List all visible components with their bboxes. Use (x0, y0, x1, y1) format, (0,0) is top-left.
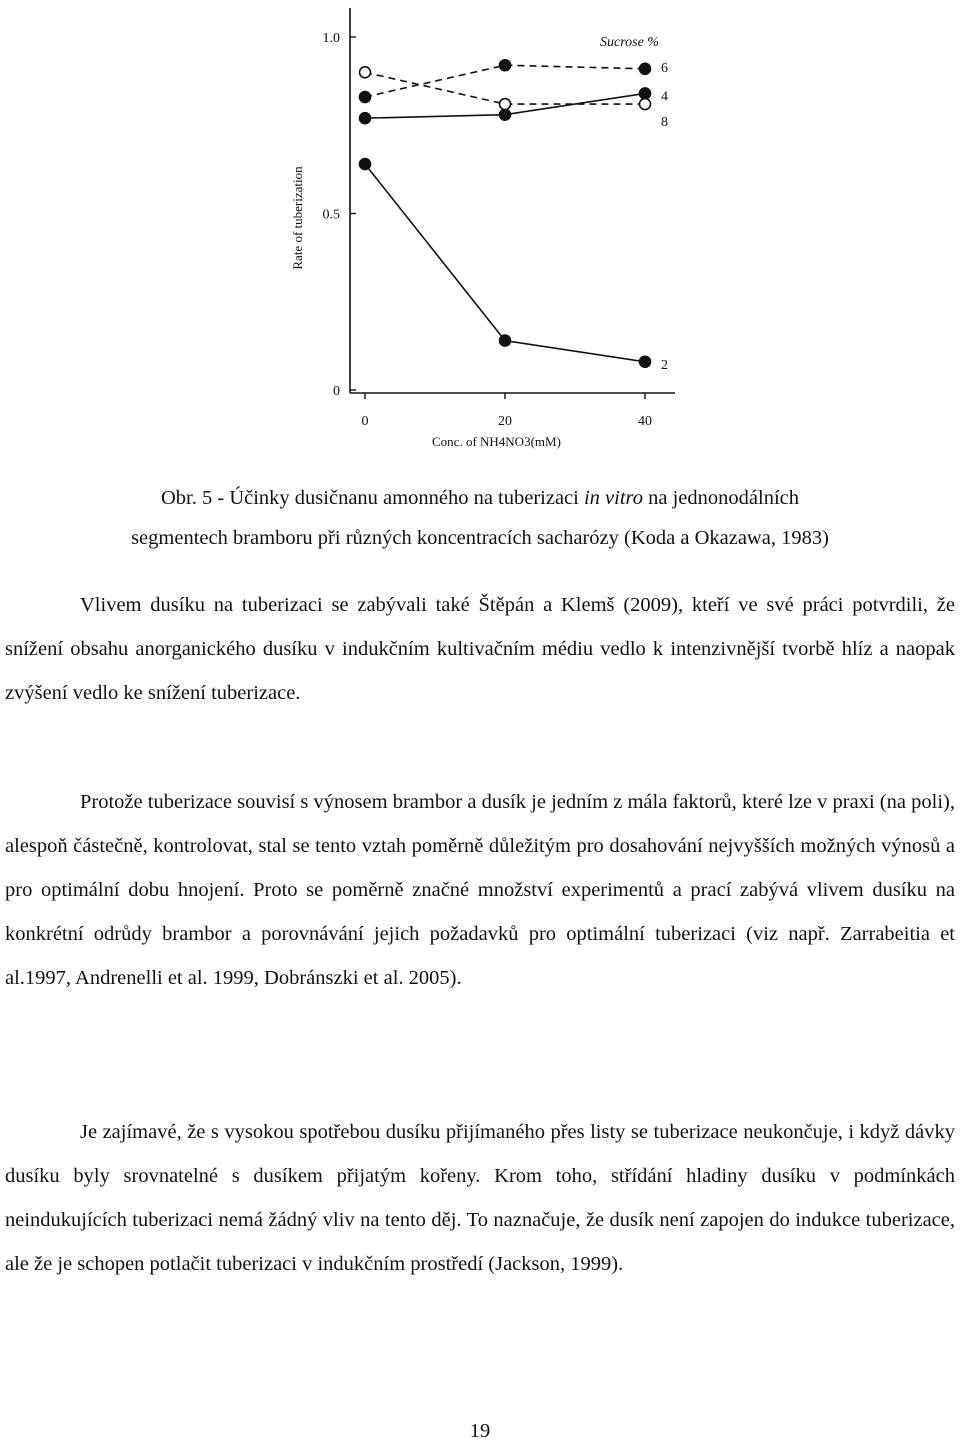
data-point-sucrose-4 (500, 109, 511, 120)
x-axis-label: Conc. of NH4NO3(mM) (432, 434, 561, 449)
x-tick-label: 0 (361, 414, 369, 429)
page-number: 19 (469, 1420, 491, 1442)
figure-caption (0, 478, 960, 558)
caption-prefix: Obr. 5 - Účinky dusičnanu amonného na tuberizaci (161, 487, 584, 509)
data-point-sucrose-8 (500, 99, 511, 110)
data-point-sucrose-2 (360, 159, 371, 170)
data-point-sucrose-6 (500, 60, 511, 71)
paragraph-2: Protože tuberizace souvisí s výnosem brambor a dusík je jedním z mála faktorů, které lze v praxi (na poli), alespoň částečně, kontrolovat, stal se tento vztah poměrně důležitým pro dosahování nejvyšších možných výnosů a pro optimální dobu hnojení. Proto se poměrně značné množství experimentů a prací zabývá vlivem dusíku na konkrétní odrůdy brambor a porovnávání jejich požadavků pro optimální tuberizaci (viz např. Zarrabeitia et al.1997, Andrenelli et al. 1999, Dobránszki et al. 2005). (5, 791, 955, 989)
paragraph-3: Je zajímavé, že s vysokou spotřebou dusíku přijímaného přes listy se tuberizace neukončuje, i když dávky dusíku byly srovnatelné s dusíkem přijatým kořeny. Krom toho, střídání hladiny dusíku v podmínkách neindukujících tuberizaci nemá žádný vliv na tento děj. To naznačuje, že dusík není zapojen do indukce tuberizace, ale že je schopen potlačit tuberizaci v indukčním prostředí (Jackson, 1999). (5, 1121, 955, 1275)
data-point-sucrose-6 (360, 92, 371, 103)
data-point-sucrose-8 (360, 67, 371, 78)
data-point-sucrose-4 (640, 88, 651, 99)
series-label-4: 4 (661, 89, 668, 105)
chart-axes (350, 8, 675, 393)
data-point-sucrose-8 (640, 99, 651, 110)
y-tick-label: 0 (333, 384, 340, 399)
caption-line-1 (0, 478, 960, 518)
tuberization-chart (280, 0, 700, 460)
y-ticks (323, 31, 357, 399)
caption-line-2: segmentech bramboru při různých koncentracích sacharózy (Koda a Okazawa, 1983) (131, 527, 829, 549)
y-axis-label: Rate of tuberization (290, 166, 305, 270)
data-point-sucrose-2 (500, 335, 511, 346)
series-label-6: 6 (661, 60, 668, 76)
x-ticks (362, 393, 653, 429)
caption-italic: in vitro (583, 487, 644, 509)
series-line-2 (365, 164, 645, 362)
series-label-2: 2 (661, 357, 668, 373)
legend-title: Sucrose % (600, 35, 659, 50)
data-point-sucrose-4 (360, 113, 371, 124)
y-tick-label: 0.5 (322, 207, 340, 223)
series-labels (661, 61, 668, 373)
data-point-sucrose-2 (640, 356, 651, 367)
x-tick-label: 40 (638, 414, 652, 429)
paragraph-1: Vlivem dusíku na tuberizaci se zabývali také Štěpán a Klemš (2009), kteří ve své práci potvrdili, že snížení obsahu anorganického dusíku v indukčním kultivačním médiu vedlo k intenzivnější tvorbě hlíz a naopak zvýšení vedlo ke snížení tuberizace. (5, 594, 955, 704)
series-points (360, 60, 651, 368)
series-label-8: 8 (661, 115, 668, 131)
caption-suffix: na jednonodálních (643, 487, 799, 509)
x-tick-label: 20 (498, 414, 512, 429)
data-point-sucrose-6 (640, 63, 651, 74)
y-tick-label: 1.0 (322, 31, 340, 46)
